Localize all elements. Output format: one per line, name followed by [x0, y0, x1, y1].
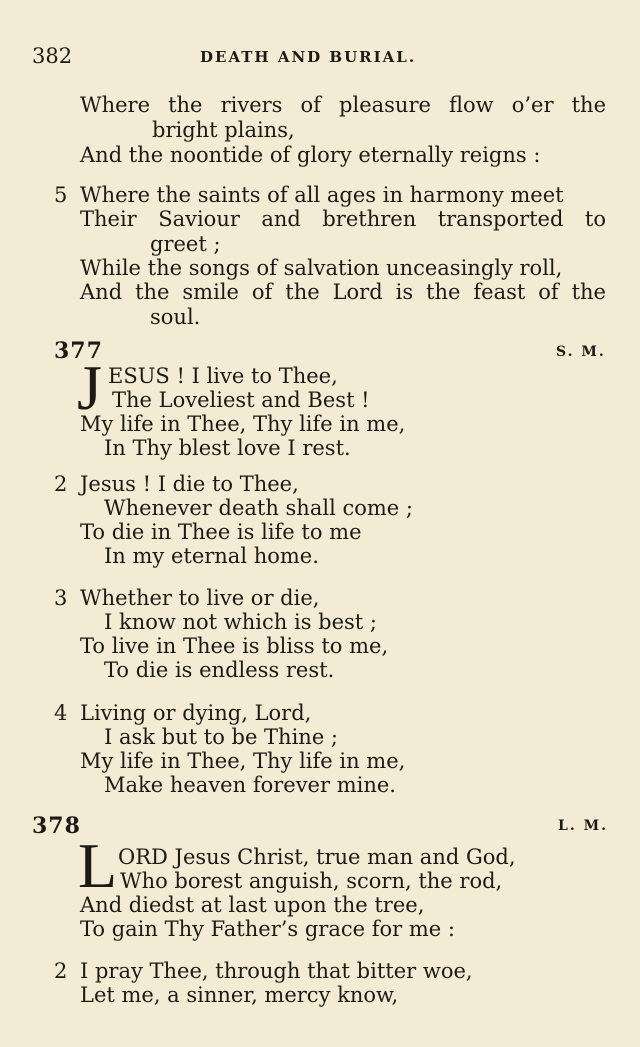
- verse-number: 2: [54, 472, 68, 496]
- verse-line: I ask but to be Thine ;: [104, 725, 339, 749]
- verse-line: Whenever death shall come ;: [104, 496, 413, 520]
- verse-line: To die in Thee is life to me: [80, 520, 362, 544]
- verse-number: 2: [54, 959, 68, 983]
- verse-line: Jesus ! I die to Thee,: [80, 472, 299, 496]
- continuation-line-1: Where the rivers of pleasure flow o’er the: [80, 93, 606, 117]
- verse-line: greet ;: [150, 232, 221, 256]
- verse-line: The Loveliest and Best !: [112, 388, 370, 412]
- drop-cap: J: [77, 352, 102, 423]
- verse-line: I pray Thee, through that bitter woe,: [80, 959, 473, 983]
- verse-line: And the smile of the Lord is the feast of the: [80, 280, 606, 304]
- continuation-line-3: And the noontide of glory eternally reigns :: [80, 143, 541, 167]
- drop-cap: L: [78, 830, 118, 901]
- verse-line: And diedst at last upon the tree,: [80, 893, 425, 917]
- verse-number: 3: [54, 586, 68, 610]
- verse-line: Let me, a sinner, mercy know,: [80, 983, 399, 1007]
- verse-line: Their Saviour and brethren transported to: [80, 207, 606, 231]
- verse-line: ESUS ! I live to Thee,: [108, 364, 338, 388]
- verse-line: To gain Thy Father’s grace for me :: [80, 917, 455, 941]
- verse-line: Who borest anguish, scorn, the rod,: [120, 869, 503, 893]
- hymn-meter: S. M.: [556, 344, 606, 360]
- verse-line: I know not which is best ;: [104, 610, 377, 634]
- verse-number: 5: [54, 183, 68, 207]
- verse-line: In Thy blest love I rest.: [104, 436, 351, 460]
- verse-line: In my eternal home.: [104, 544, 319, 568]
- verse-line: Make heaven forever mine.: [104, 773, 396, 797]
- verse-number: 4: [54, 701, 68, 725]
- verse-line: To die is endless rest.: [104, 658, 335, 682]
- verse-line: My life in Thee, Thy life in me,: [80, 749, 406, 773]
- continuation-line-2: bright plains,: [152, 118, 295, 142]
- verse-line: Living or dying, Lord,: [80, 701, 312, 725]
- page-number: 382: [32, 44, 73, 68]
- verse-line: To live in Thee is bliss to me,: [80, 634, 389, 658]
- verse-line: While the songs of salvation unceasingly roll,: [80, 256, 563, 280]
- verse-line: Whether to live or die,: [80, 586, 320, 610]
- page-header: [32, 44, 600, 74]
- hymn-number: 378: [32, 813, 81, 839]
- verse-line: My life in Thee, Thy life in me,: [80, 412, 406, 436]
- hymn-meter: L. M.: [558, 818, 608, 834]
- running-title: DEATH AND BURIAL.: [200, 48, 417, 66]
- hymn-number: 377: [54, 338, 103, 364]
- verse-line: soul.: [150, 305, 201, 329]
- verse-line: Where the saints of all ages in harmony meet: [80, 183, 564, 207]
- verse-line: ORD Jesus Christ, true man and God,: [118, 845, 516, 869]
